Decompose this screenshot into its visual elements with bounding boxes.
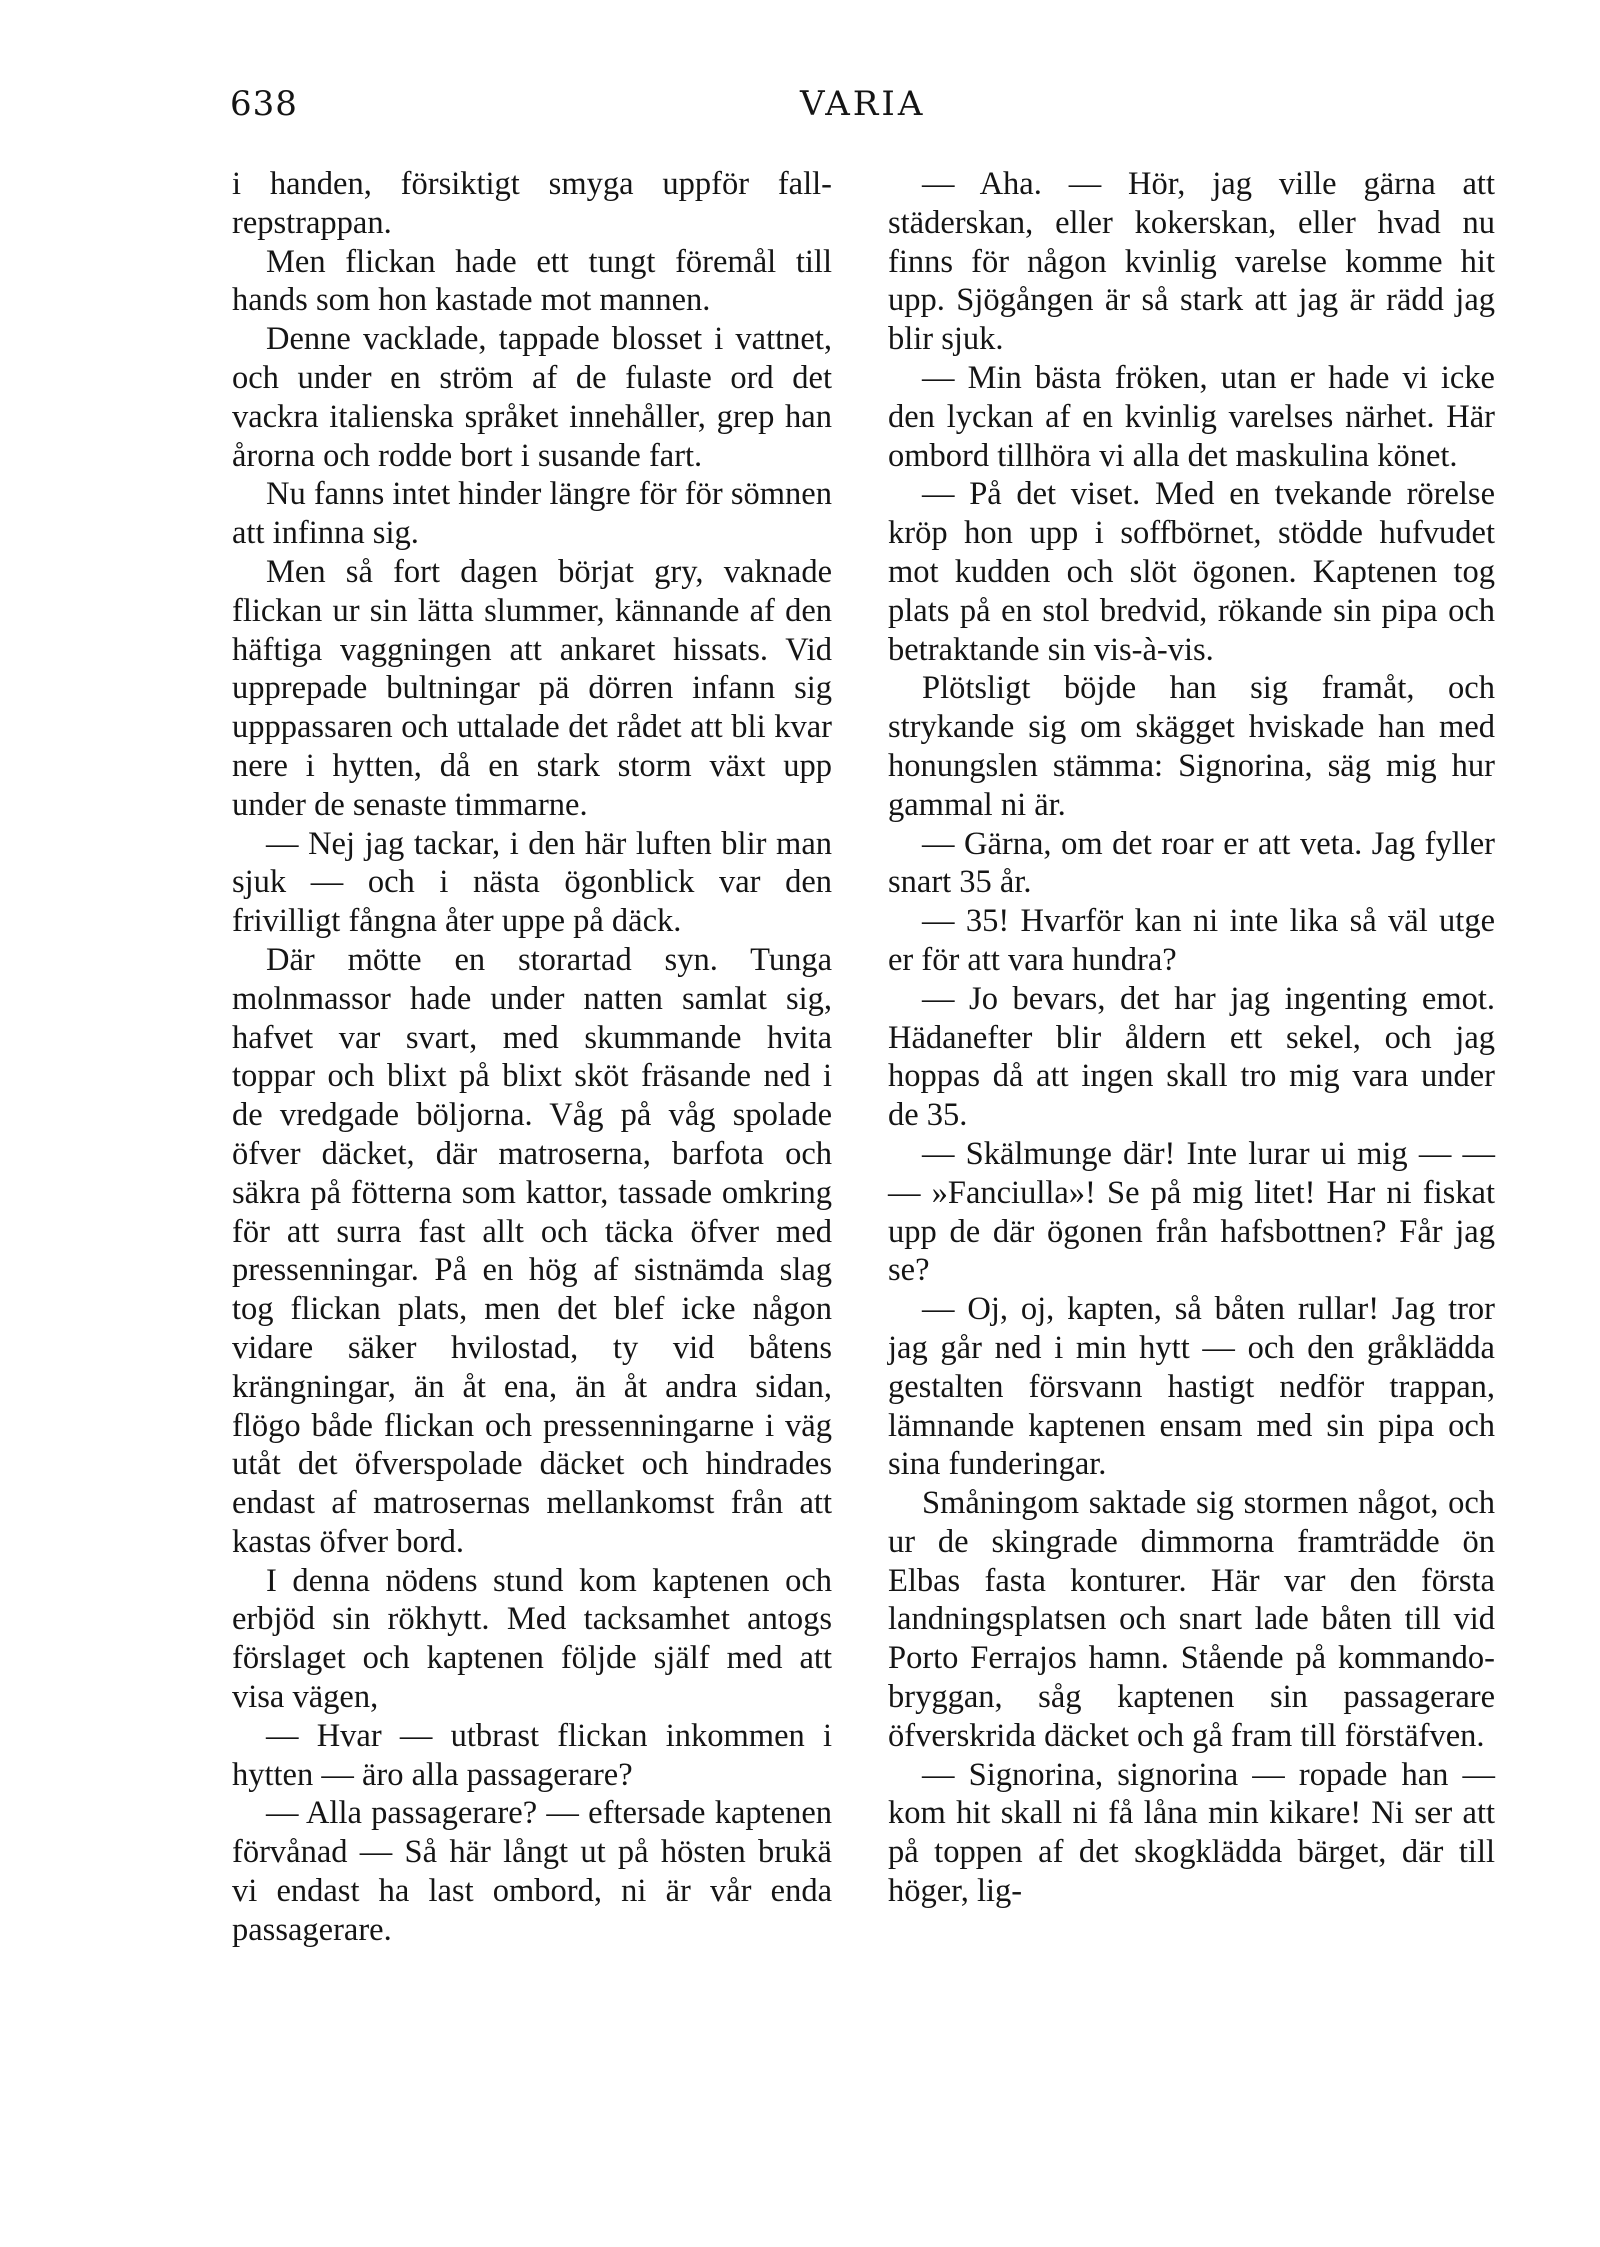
right-column [888, 165, 1495, 1911]
paragraph: — På det viset. Med en tvekande rörelse kröp hon upp i soffbörnet, stödde hufvudet mot kudden och slöt ögonen. Kaptenen tog plats på en stol bredvid, rökande sin pipa och betraktande sin vis-à-vis. [888, 476, 1495, 668]
paragraph: Denne vacklade, tappade blosset i vattnet, och under en ström af de fulaste ord det vackra italienska språket innehåller, grep han årorna och rodde bort i susande fart. [232, 321, 832, 474]
paragraph: Nu fanns intet hinder längre för för sömnen att infinna sig. [232, 476, 832, 552]
paragraph: Men så fort dagen börjat gry, vaknade flickan ur sin lätta slummer, kännande af den häftiga vaggningen att ankaret hissats. Vid upprepade bultningar pä dörren infann sig upppassaren och uttalade det rådet att bli kvar nere i hytten, då en stark storm växt upp under de senaste timmarne. [232, 553, 832, 823]
paragraph: — 35! Hvarför kan ni inte lika så väl utge er för att vara hundra? [888, 903, 1495, 978]
paragraph: — Skälmunge där! Inte lurar ui mig — — — »Fanciulla»! Se på mig litet! Har ni fiskat upp de där ögonen från hafsbottnen? Får jag se? [888, 1135, 1495, 1289]
paragraph: — Signorina, signorina — ropade han — kom hit skall ni få låna min kikare! Ni ser att på toppen af det skogklädda bärget, där till höger, lig- [888, 1756, 1495, 1910]
paragraph: Men flickan hade ett tungt föremål till hands som hon kastade mot mannen. [232, 243, 832, 319]
paragraph: — Aha. — Hör, jag ville gärna att städerskan, eller kokerskan, eller hvad nu finns för någon kvinlig varelse komme hit upp. Sjögången är så stark att jag är rädd jag blir sjuk. [888, 166, 1495, 358]
running-head [230, 84, 1500, 134]
left-column [232, 165, 832, 1950]
paragraph: Plötsligt böjde han sig framåt, och strykande sig om skägget hviskade han med honungslen stämma: Signorina, säg mig hur gammal ni är. [888, 670, 1495, 823]
paragraph: i handen, försiktigt smyga uppför fallrepstrappan. [232, 166, 832, 241]
paragraph: — Jo bevars, det har jag ingenting emot. Hädanefter blir åldern ett sekel, och jag hoppas då att ingen skall tro mig vara under de 35. [888, 980, 1495, 1134]
paragraph: Småningom saktade sig stormen något, och ur de skingrade dimmorna framträdde ön Elbas fasta konturer. Här var den första landningsplatsen och snart lade båten till vid Porto Ferrajos hamn. Stående på kommandobryggan, såg kaptenen sin passagerare öfverskrida däcket och gå fram till förstäfven. [888, 1485, 1495, 1754]
paragraph: — Min bästa fröken, utan er hade vi icke den lyckan af en kvinlig varelses närhet. Här ombord tillhöra vi alla det maskulina könet. [888, 359, 1495, 474]
page-number: 638 [230, 84, 298, 124]
paragraph: — Hvar — utbrast flickan inkommen i hytten — äro alla passagerare? [232, 1717, 832, 1793]
running-title: VARIA [800, 84, 926, 124]
paragraph: I denna nödens stund kom kaptenen och erbjöd sin rökhytt. Med tacksamhet antogs förslaget och kaptenen följde själf med att visa vägen, [232, 1562, 832, 1716]
paragraph: Där mötte en storartad syn. Tunga molnmassor hade under natten samlat sig, hafvet var svart, med skummande hvita toppar och blixt på blixt sköt fräsande ned i de vredgade böljorna. Våg på våg spolade öfver däcket, där matroserna, barfota och säkra på fötterna som kattor, tassade omkring för att surra fast allt och täcka öfver med pressenningar. På en hög af sistnämda slag tog flickan plats, men det blef icke någon vidare säker hvilostad, ty vid båtens krängningar, än åt ena, än åt andra sidan, flögo både flickan och pressenningarne i väg utåt det öfverspolade däcket och hindrades endast af matrosernas mellankomst från att kastas öfver bord. [232, 941, 832, 1560]
paragraph: — Gärna, om det roar er att veta. Jag fyller snart 35 år. [888, 825, 1495, 901]
paragraph: — Nej jag tackar, i den här luften blir man sjuk — och i nästa ögonblick var den frivilligt fångna åter uppe på däck. [232, 825, 832, 940]
paragraph: — Oj, oj, kapten, så båten rullar! Jag tror jag går ned i min hytt — och den gråklädda gestalten försvann hastigt nedför trappan, lämnande kaptenen ensam med sin pipa och sina funderingar. [888, 1291, 1495, 1483]
paragraph: — Alla passagerare? — eftersade kaptenen förvånad — Så här långt ut på hösten brukä vi endast ha last ombord, ni är vår enda passagerare. [232, 1795, 832, 1948]
